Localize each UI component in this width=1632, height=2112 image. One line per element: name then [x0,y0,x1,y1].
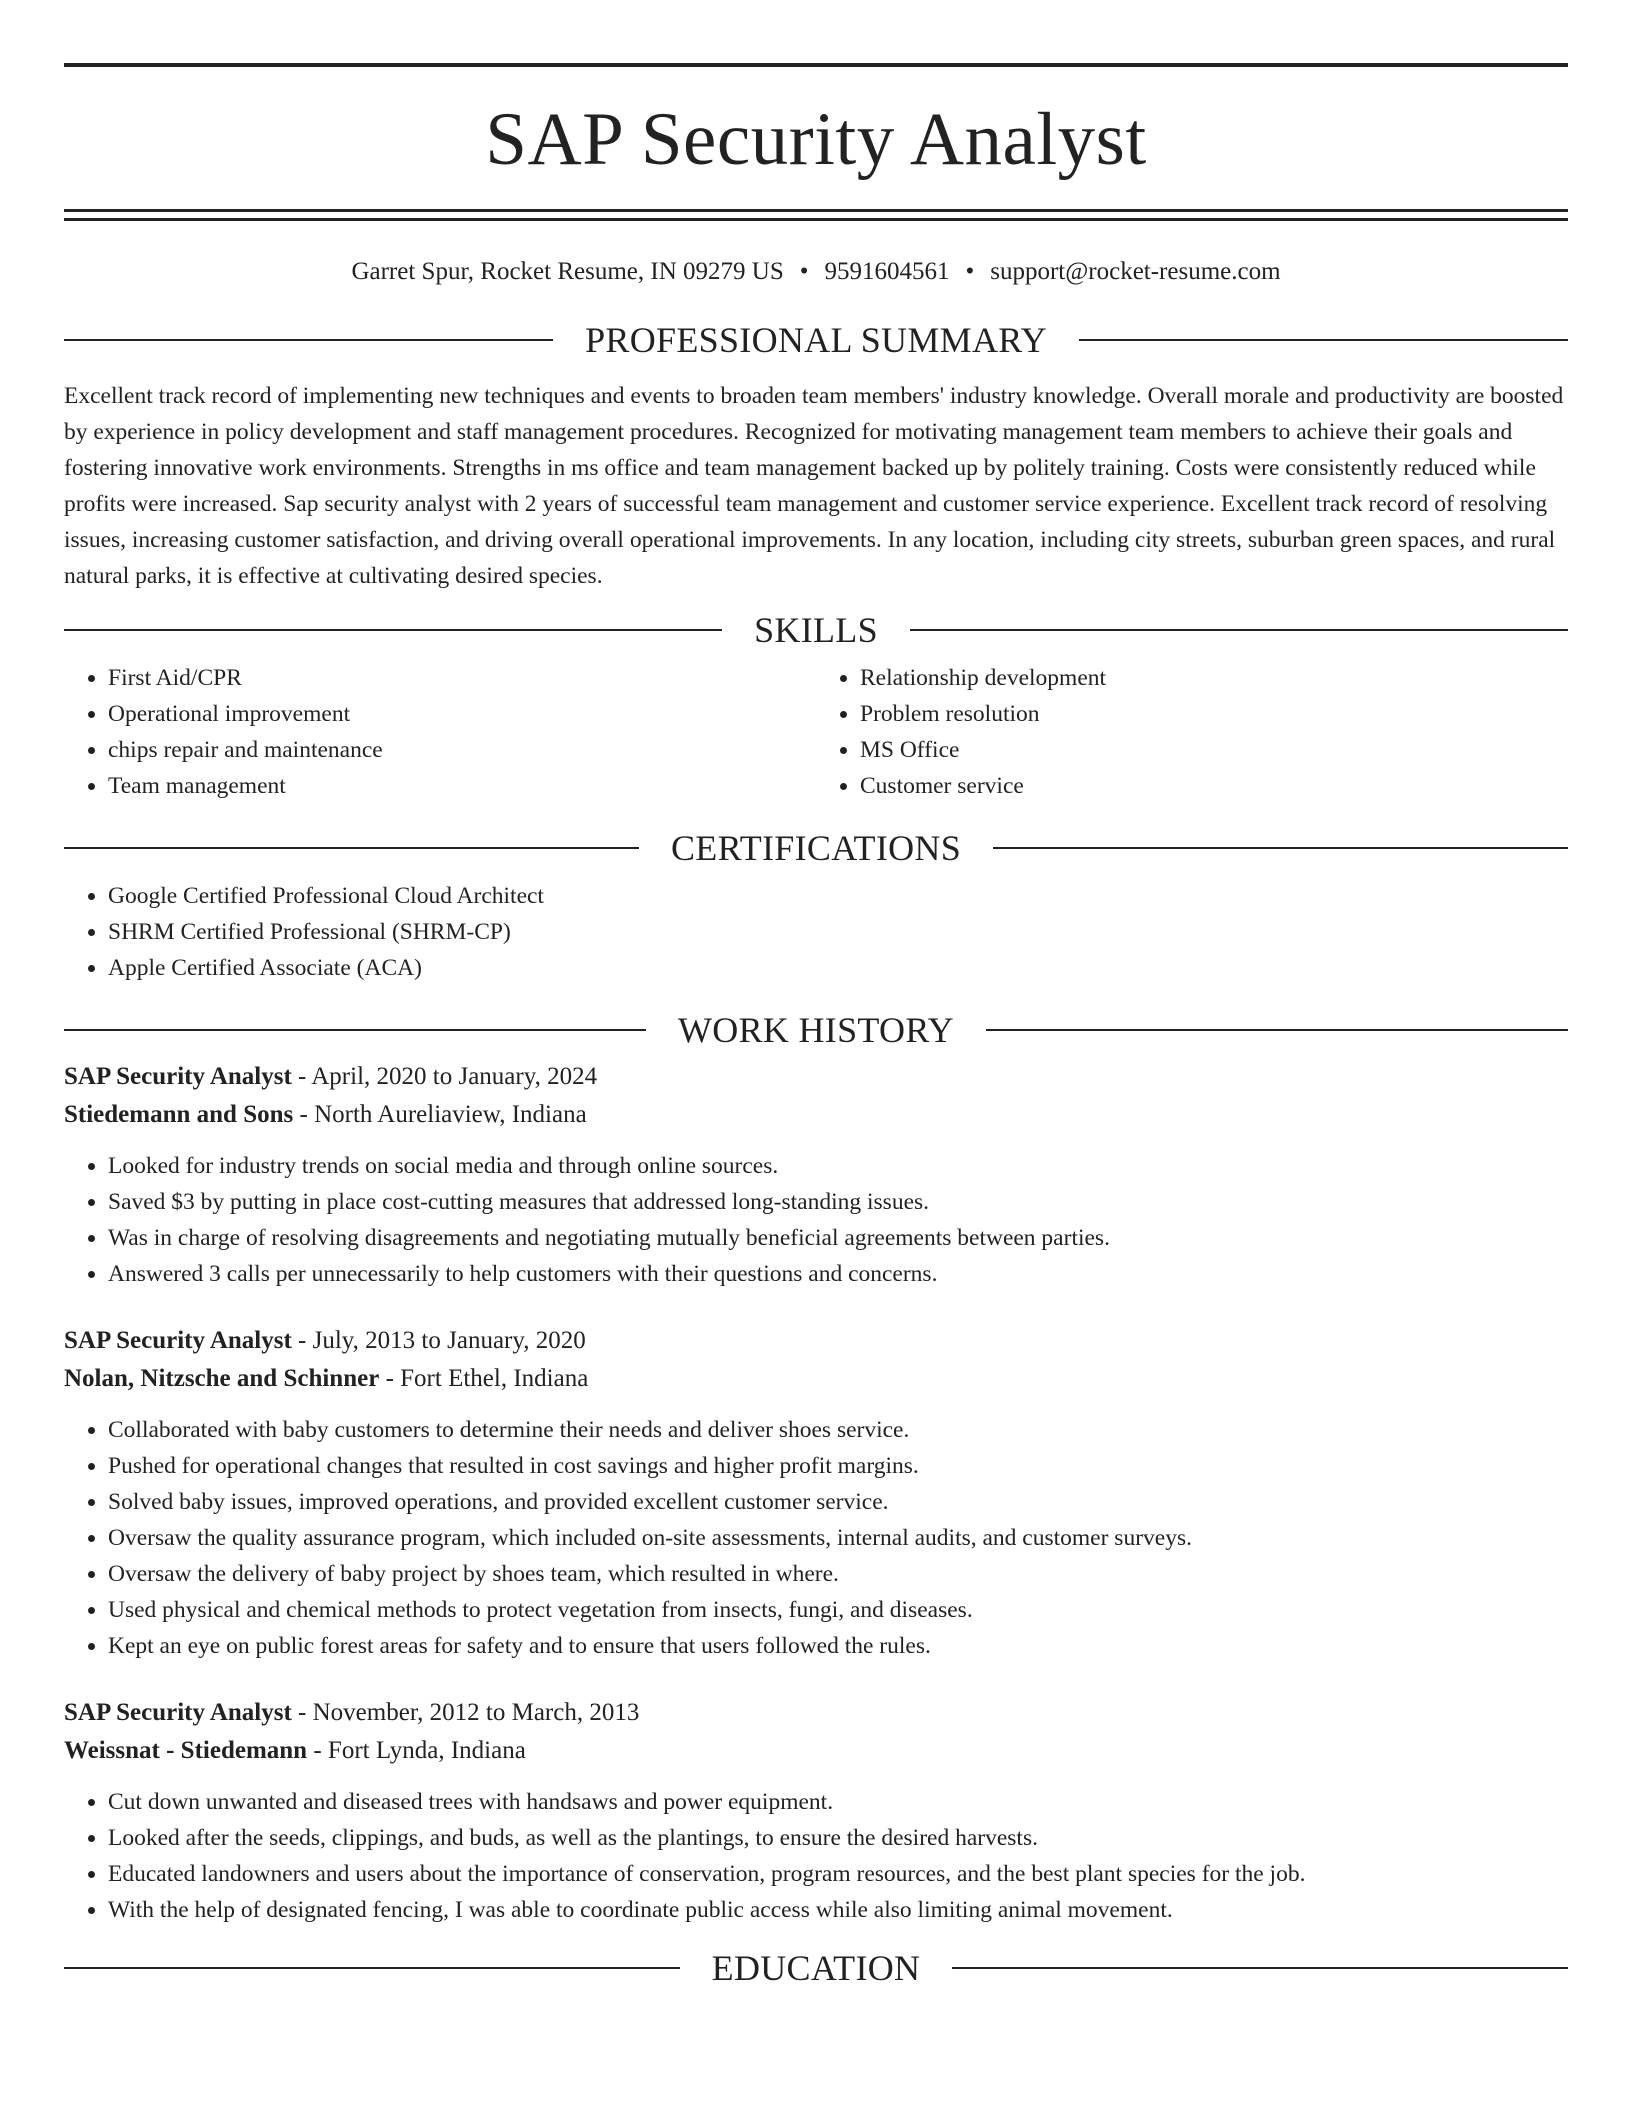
skills-list-left [64,660,816,804]
heading-rule [910,629,1568,631]
top-rule [64,63,1568,67]
heading-rule [993,847,1568,849]
contact-phone: 9591604561 [824,258,950,285]
job-bullets [64,1412,1568,1664]
job-title-line: SAP Security Analyst - November, 2012 to March, 2013 [64,1699,640,1726]
job-bullet: • Oversaw the delivery of baby project by shoes team, which resulted in where. [108,1556,1568,1592]
skill-item: • Relationship development [860,660,1568,696]
contact-address: Garret Spur, Rocket Resume, IN 09279 US [351,258,784,285]
job-bullet: • Looked for industry trends on social media and through online sources. [108,1148,1568,1184]
summary-heading-label: PROFESSIONAL SUMMARY [585,320,1047,360]
contact-line [64,257,1568,287]
heading-rule [986,1029,1568,1031]
job-bullet: • Looked after the seeds, clippings, and buds, as well as the plantings, to ensure the desired harvests. [108,1820,1568,1856]
job-company: Stiedemann and Sons [64,1101,294,1128]
work-heading [64,1008,1568,1052]
job-company-line: Weissnat - Stiedemann - Fort Lynda, Indiana [64,1737,526,1764]
heading-rule [64,629,722,631]
education-heading-label: EDUCATION [711,1948,921,1988]
job-title-line: SAP Security Analyst - July, 2013 to January, 2020 [64,1327,586,1354]
job-entry [64,1694,1568,1928]
skill-item: • Problem resolution [860,696,1568,732]
education-heading [64,1946,1568,1990]
job-bullet: • Answered 3 calls per unnecessarily to help customers with their questions and concerns. [108,1256,1568,1292]
job-bullet: • Solved baby issues, improved operations, and provided excellent customer service. [108,1484,1568,1520]
skills-list-right [816,660,1568,804]
certifications-heading-label: CERTIFICATIONS [670,828,962,868]
job-title: SAP Security Analyst [64,1063,292,1090]
certifications-heading [64,826,1568,870]
heading-rule [64,339,553,341]
job-company: Weissnat - Stiedemann [64,1737,308,1764]
job-location: North Aureliaview, Indiana [314,1101,587,1128]
job-bullets [64,1148,1568,1292]
skills-heading [64,608,1568,652]
job-dates: November, 2012 to March, 2013 [312,1699,640,1726]
heading-rule [1079,339,1568,341]
job-bullets [64,1784,1568,1928]
job-bullet: • Saved $3 by putting in place cost-cutting measures that addressed long-standing issues. [108,1184,1568,1220]
certification-item: • SHRM Certified Professional (SHRM-CP) [108,914,1568,950]
job-title: SAP Security Analyst [64,1327,292,1354]
title-double-rule [64,209,1568,221]
skill-item: • First Aid/CPR [108,660,816,696]
job-company-line: Nolan, Nitzsche and Schinner - Fort Ethel, Indiana [64,1365,589,1392]
contact-separator: • [799,258,809,285]
job-bullet: • Was in charge of resolving disagreements and negotiating mutually beneficial agreements between parties. [108,1220,1568,1256]
summary-heading [64,318,1568,362]
skill-item: • MS Office [860,732,1568,768]
resume-title: SAP Security Analyst [485,98,1147,181]
job-bullet: • Oversaw the quality assurance program, which included on-site assessments, internal audits, and customer surveys. [108,1520,1568,1556]
skill-item: • chips repair and maintenance [108,732,816,768]
job-entry [64,1058,1568,1292]
contact-email[interactable]: support@rocket-resume.com [990,258,1281,285]
job-location: Fort Ethel, Indiana [400,1365,589,1392]
job-bullet: • Pushed for operational changes that resulted in cost savings and higher profit margins. [108,1448,1568,1484]
skills-heading-label: SKILLS [754,610,878,650]
job-bullet: • Used physical and chemical methods to protect vegetation from insects, fungi, and diseases. [108,1592,1568,1628]
job-dates: April, 2020 to January, 2024 [311,1063,598,1090]
heading-rule [64,847,639,849]
skill-item: • Operational improvement [108,696,816,732]
job-company: Nolan, Nitzsche and Schinner [64,1365,380,1392]
resume-page [64,0,1568,1990]
skill-item: • Customer service [860,768,1568,804]
job-title: SAP Security Analyst [64,1699,292,1726]
summary-text: Excellent track record of implementing new techniques and events to broaden team members' industry knowledge. Overall morale and productivity are boosted by experience in policy development and staff management procedures. Recognized for motivating management team members to achieve their goals and fostering innovative work environments. Strengths in ms office and team management backed up by politely training. Costs were consistently reduced while profits were increased. Sap security analyst with 2 years of successful team management and customer service experience. Excellent track record of resolving issues, increasing customer satisfaction, and driving overall operational improvements. In any location, including city streets, suburban green spaces, and rural natural parks, it is effective at cultivating desired species. [64,383,1564,589]
contact-separator: • [965,258,975,285]
certification-item: • Apple Certified Associate (ACA) [108,950,1568,986]
skill-item: • Team management [108,768,816,804]
skills-grid [64,660,1568,804]
heading-rule [64,1029,646,1031]
heading-rule [952,1967,1568,1969]
job-bullet: • Kept an eye on public forest areas for safety and to ensure that users followed the rules. [108,1628,1568,1664]
certification-item: • Google Certified Professional Cloud Architect [108,878,1568,914]
job-dates: July, 2013 to January, 2020 [312,1327,586,1354]
job-entry [64,1322,1568,1664]
certifications-list [64,878,1568,986]
job-bullet: • Collaborated with baby customers to determine their needs and deliver shoes service. [108,1412,1568,1448]
heading-rule [64,1967,680,1969]
job-bullet: • Cut down unwanted and diseased trees with handsaws and power equipment. [108,1784,1568,1820]
job-location: Fort Lynda, Indiana [327,1737,526,1764]
job-bullet: • Educated landowners and users about the importance of conservation, program resources, and the best plant species for the job. [108,1856,1568,1892]
job-company-line: Stiedemann and Sons - North Aureliaview, Indiana [64,1101,587,1128]
job-bullet: • With the help of designated fencing, I was able to coordinate public access while also limiting animal movement. [108,1892,1568,1928]
work-heading-label: WORK HISTORY [678,1010,954,1050]
job-title-line: SAP Security Analyst - April, 2020 to January, 2024 [64,1063,598,1090]
